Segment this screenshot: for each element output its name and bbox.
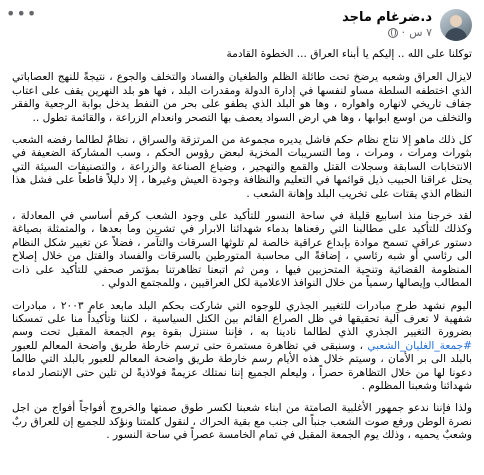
post-paragraph-5: ولذا فإننا ندعو جمهور الأغلبية الصامتة من ابناء شعبنا لكسر طوق صمتها والخروج أفواجاً أفواج من اجل نصرة الوطن ورفع صوت الشعب جنباً الى جنب مع بقية الحراك ، لنقول كلمتنا ونؤكد للجميع إن للعراق ربٌ وشعبٌ يحميه ، وذلك يوم الجمعة المقبل في تمام الخامسة عصراً في ساحة النسور . [12,402,472,442]
post-paragraph-4 [12,300,472,394]
author-avatar[interactable] [440,9,472,41]
post-header [12,8,472,42]
separator-dot: · [401,26,406,39]
author-meta [342,10,432,40]
more-options-icon[interactable]: ••• [6,4,38,23]
post-paragraph-4-text: اليوم نشهد طرح مبادرات للتغيير الجذري للوجوه التي شاركت بحكم البلد مابعد عام ٢٠٠٣ ، مبادرات شفهية لا تعرف آلية تحقيقها في ظل الصراع القائم بين الكتل السياسية ، لكننا وتأكيداً منا على تمسكنا بضرورة التغيير الجذري الذي لطالما نادينا به ، فإننا سننزل بقوة يوم الجمعة المقبل تحت وسم [12,299,472,339]
post-time-row [342,26,432,40]
post-title: توكلنا على الله .. إليكم يا أبناء العراق ... الخطوة القادمة [226,48,472,60]
globe-icon[interactable] [388,28,398,38]
post-paragraph-2: كل ذلك ماهو إلا نتاج نظام حكم فاشل يديره مجموعة من المرتزقة والسراق ، نظامٌ لطالما رفضه الشعب بثورات ومرات ، ومرات ، وما التسريبات المخزية لبعض رؤوس الحكم ، وسب المشاركة الضعيفة في الانتخابات السابقة وسجلات القتل والقمع والتهجير ، وضياع الصناعة والزراعة ، والتصنيفات السيئة التي يحتل عراقنا الحبيب ذيل قوائمها في التعليم والنظافة وجودة العيش وغيرها ، إلا دليلاً قاطعاً على فشل هذا النظام الذي يقتات على تخريب البلد وإهانة الشعب . [12,134,472,200]
author-name[interactable]: د.ضرغام ماجد [342,10,432,25]
post-time[interactable]: ٧ س [409,26,432,39]
post-paragraph-4-continued: ، وسنبقى في تظاهرة مستمرة حتى ترسم خارطة طريق واضحة المعالم للعبور بالبلد الى بر الأمان ، وسيتم خلال هذه الأيام رسم خارطة طريق واضحة المعالم للعبور بالبلد التي طالما دعونا لها من خلال التظاهرة حصراً ، وليعلم الجميع إننا نمتلك عزيمةً فولاذيةً لن تلين حتى الإنتصار لدماء شهدائنا وشعبنا المظلوم . [12,339,472,392]
post-paragraph-1: لايزال العراق وشعبه يرضخ تحت طائلة الظلم والطغيان والفساد والتخلف والجوع ، نتيجةً للنهج العصاباتي الذي اختطفه السلطة مساو لنفسها في إدارة الدولة ومقدرات البلد ، فها هو بلد النهرين يقف على اعتاب جفاف تاريخي لانهاره واهواره ، وها هو البلد الذي يطفو على بحر من النفط يدخل بوابة الرجعية والفقر والتخلف من اوسع ابوابها ، وها هي ارض السواد يعصف بها التصحر وانعدام الزراعة ، والقائمة تطول .. [12,71,472,124]
hashtag-link[interactable]: #جمعة_الغليان_الشعبي [367,339,472,352]
post-paragraph-3: لقد خرجنا منذ اسابيع قليلة في ساحة النسور للتأكيد على وجود الشعب كرقم أساسي في المعادلة ، وكذلك للتأكيد على مطالبنا التي رفعناها بدماء شهدائنا الابرار في تشرين وما بعدها ، والمتمثلة بصياغة دستور عراقي تسمح موادة بإبداع عراقية خالصة لم تلوثها السرقات والتآمر ، فضلاً عن تغيير شكل النظام الى رئاسي أو شبه رئاسي ، إضافةً الى محاسبة المتورطين بالسرقات والفساد والقتل من خلال إصلاح المنظومة القضائية وتنحية المتحزبين فيها ، ومن ثم اتبعنا تظاهرتنا بمؤتمر صحفي للتأكيد على ذات المطالب وإيصالها رسمياً من خلال النوافذ الاعلامية لكل العراقيين ، وللمجتمع الدولي . [12,210,472,290]
post-body [12,48,472,471]
